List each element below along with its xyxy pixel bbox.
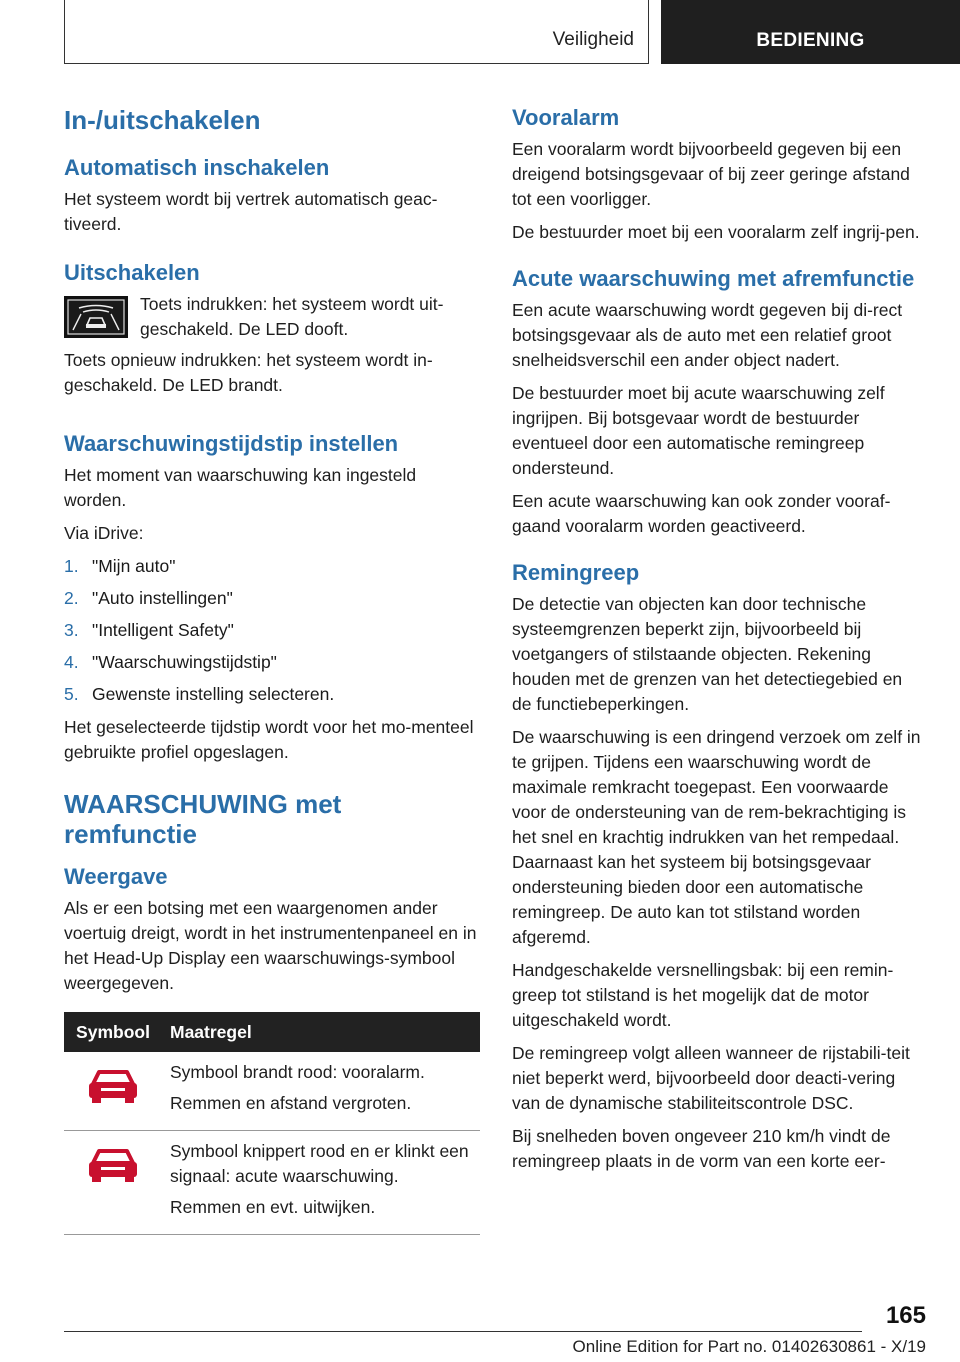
row1-line2: Remmen en afstand vergroten.: [170, 1093, 412, 1113]
col-symbol: Symbool: [64, 1012, 162, 1052]
brake-text-1: De detectie van objecten kan door technische systeemgrenzen beperkt zijn, bijvoorbeeld bij voetgangers of stilstaande objecten. Rekening houden met de grenzen van het detectiegebied en de functiebeperkingen.: [512, 594, 903, 714]
saved-text: Het geselecteerde tijdstip wordt voor het mo‐menteel gebruikte profiel opgeslagen.: [64, 717, 474, 762]
pre-text-1: Een vooralarm wordt bijvoorbeeld gegeven bij een dreigend botsingsgevaar of bij zeer geringe afstand tot een voorligger.: [512, 139, 910, 209]
brake-text-2: De waarschuwing is een dringend verzoek om zelf in te grijpen. Tijdens een waarschuwing wordt de maximale remkracht toegepast. Een voorwaarde voor de ondersteuning van de rem‐bekrachtiging is het snel en krachtig indrukken van het rempedaal. Daarnaast kan het systeem bij botsingsgevaar ondersteuning bieden door een automatische remingreep. De auto kan tot stilstand worden afgeremd.: [512, 727, 921, 947]
car-warning-icon: [87, 1066, 139, 1106]
front-collision-warning-button-icon: [64, 296, 128, 338]
chapter-title: BEDIENING: [756, 30, 865, 51]
list-item: 5. Gewenste instelling selecteren.: [64, 684, 335, 704]
brake-text-3: Handgeschakelde versnellingsbak: bij een remin‐greep tot stilstand is het mogelijk dat de motor uitgeschakeld wordt.: [512, 960, 894, 1030]
button-row: [64, 292, 480, 342]
acute-heading: Acute waarschuwing met afremfunctie: [512, 266, 915, 291]
via-idrive: Via iDrive:: [64, 523, 144, 543]
list-item: 4. "Waarschuwingstijdstip": [64, 652, 277, 672]
display-heading: Weergave: [64, 864, 168, 889]
brake-heading: Remingreep: [512, 560, 640, 585]
chapter-tab: [661, 0, 960, 64]
section-tab: [64, 0, 649, 64]
list-item: 1. "Mijn auto": [64, 556, 176, 576]
timing-text: Het moment van waarschuwing kan ingesteld worden.: [64, 465, 417, 510]
warning-heading: WAARSCHUWING met remfunctie: [64, 789, 342, 849]
left-column: [64, 100, 480, 1235]
row1-line1: Symbool brandt rood: vooralarm.: [170, 1062, 425, 1082]
table-row: [64, 1131, 480, 1235]
auto-heading: Automatisch inschakelen: [64, 155, 330, 180]
footer-divider: [64, 1331, 862, 1332]
auto-text: Het systeem wordt bij vertrek automatisch geac‐tiveerd.: [64, 189, 438, 234]
display-text: Als er een botsing met een waargenomen ander voertuig dreigt, wordt in het instrumentenpaneel en in het Head-Up Display een waarschuwings‐symbool weergegeven.: [64, 898, 477, 993]
brake-text-5: Bij snelheden boven ongeveer 210 km/h vindt de remingreep plaats in de vorm van een korte eer‐: [512, 1126, 891, 1171]
steps-list: [64, 554, 480, 707]
list-item: 3. "Intelligent Safety": [64, 620, 234, 640]
edition-note: Online Edition for Part no. 01402630861 - X/19: [572, 1337, 926, 1356]
list-item: 2. "Auto instellingen": [64, 588, 233, 608]
acute-text-3: Een acute waarschuwing kan ook zonder vooraf‐gaand vooralarm worden geactiveerd.: [512, 491, 891, 536]
row2-line2: Remmen en evt. uitwijken.: [170, 1197, 376, 1217]
timing-heading: Waarschuwingstijdstip instellen: [64, 431, 399, 456]
acute-text-1: Een acute waarschuwing wordt gegeven bij di‐rect botsingsgevaar als de auto met een relatief groot snelheidsverschil een ander object nadert.: [512, 300, 903, 370]
acute-text-2: De bestuurder moet bij acute waarschuwing zelf ingrijpen. Bij botsgevaar wordt de bestuurder eventueel door een automatische remingreep ondersteund.: [512, 383, 885, 478]
brake-text-4: De remingreep volgt alleen wanneer de rijstabili‐teit niet beperkt werd, bijvoorbeeld door deacti‐vering van de dynamische stabiliteitscontrole DSC.: [512, 1043, 910, 1113]
off-text-1: Toets indrukken: het systeem wordt uit‐geschakeld. De LED dooft.: [140, 294, 444, 339]
pre-text-2: De bestuurder moet bij een vooralarm zelf ingrij‐pen.: [512, 222, 920, 242]
pre-alarm-heading: Vooralarm: [512, 105, 620, 130]
col-action: Maatregel: [162, 1012, 480, 1052]
row2-line1: Symbool knippert rood en er klinkt een signaal: acute waarschuwing.: [170, 1141, 469, 1186]
off-heading: Uitschakelen: [64, 260, 200, 285]
right-column: [512, 100, 926, 1182]
off-text-2: Toets opnieuw indrukken: het systeem wordt in‐geschakeld. De LED brandt.: [64, 350, 433, 395]
section-heading: In-/uitschakelen: [64, 105, 261, 135]
page-number: 165: [885, 1302, 926, 1329]
page-header: [64, 0, 960, 64]
symbol-table: [64, 1012, 480, 1235]
table-row: [64, 1052, 480, 1131]
table-header-row: [64, 1012, 480, 1052]
section-title: Veiligheid: [552, 29, 634, 50]
car-warning-icon: [87, 1145, 139, 1185]
